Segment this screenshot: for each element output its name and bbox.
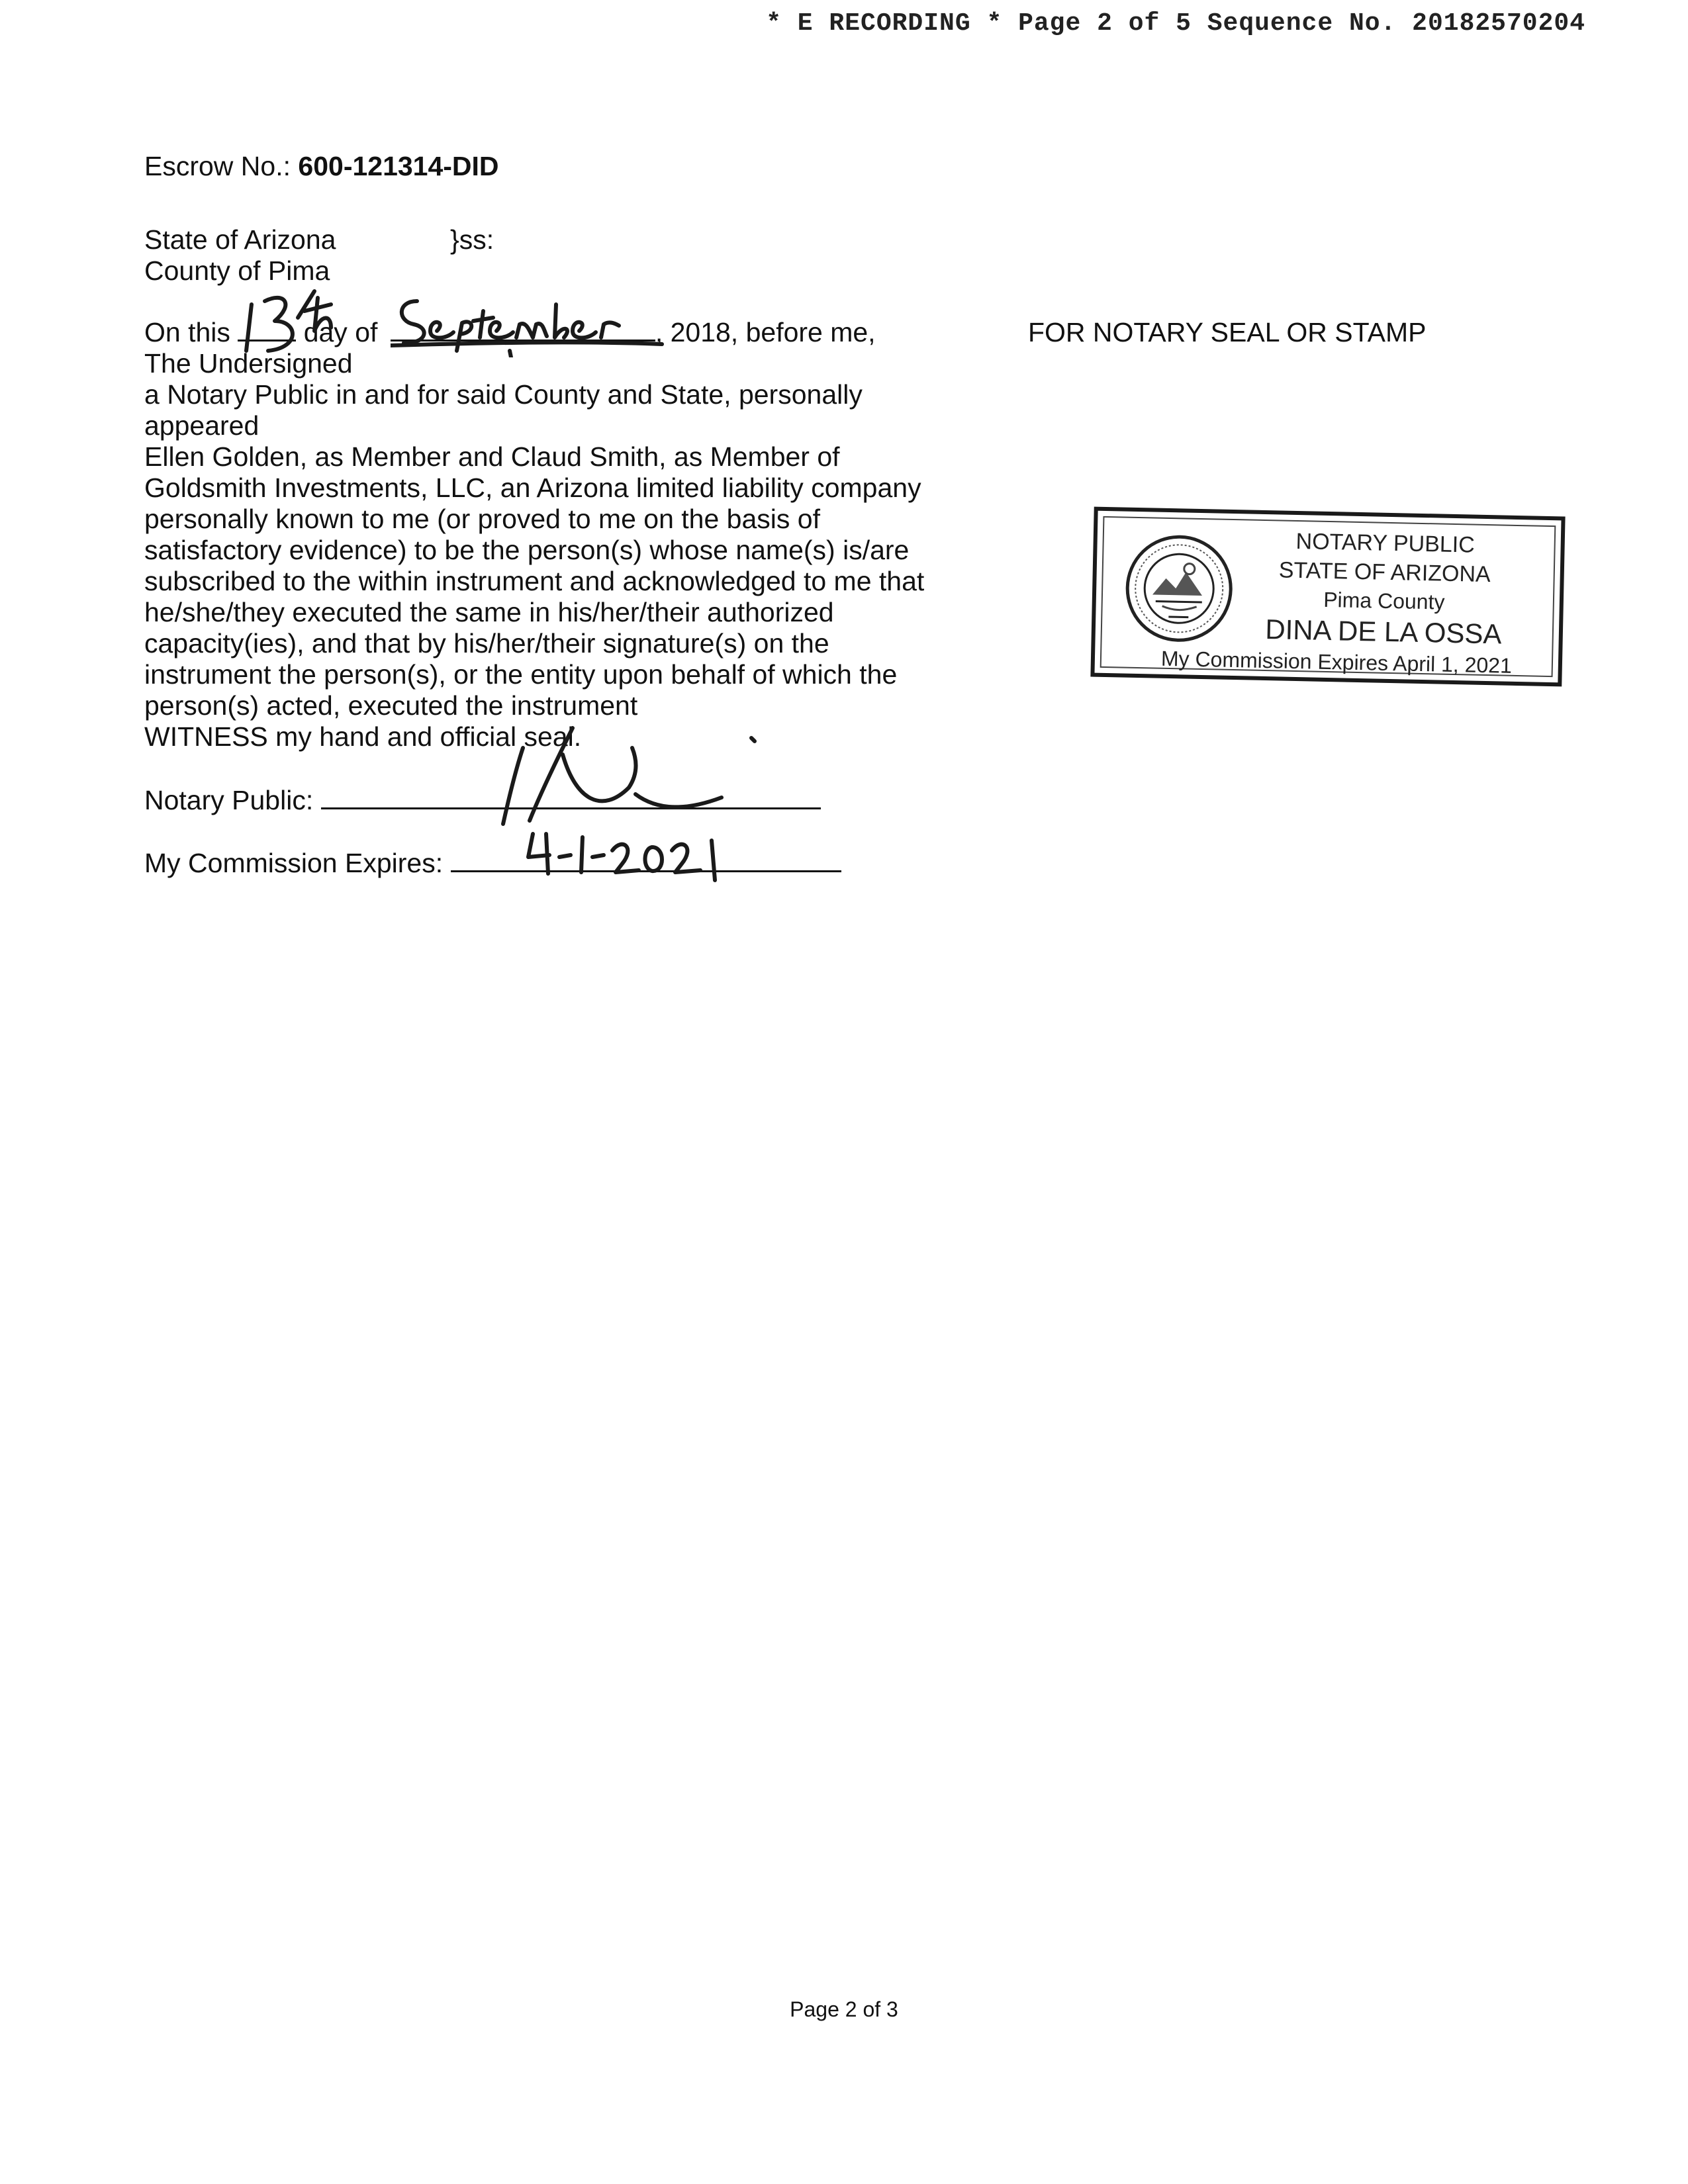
ack-line: he/she/they executed the same in his/her/their authorized bbox=[144, 597, 834, 627]
ack-line: personally known to me (or proved to me on the basis of bbox=[144, 504, 820, 534]
day-blank bbox=[238, 317, 296, 341]
ack-line: instrument the person(s), or the entity upon behalf of which the bbox=[144, 659, 898, 690]
stamp-text bbox=[1160, 525, 1555, 680]
escrow-number: 600-121314-DID bbox=[298, 151, 499, 181]
ack-line: capacity(ies), and that by his/her/their signature(s) on the bbox=[144, 628, 829, 659]
commission-field bbox=[144, 847, 841, 879]
venue-state: State of Arizona bbox=[144, 224, 336, 255]
ack-line: person(s) acted, executed the instrument bbox=[144, 690, 638, 721]
ack-line: Ellen Golden, as Member and Claud Smith, as Member of bbox=[144, 441, 840, 472]
venue-county: County of Pima bbox=[144, 255, 330, 286]
day-of-label: day of bbox=[303, 317, 378, 347]
witness-line: WITNESS my hand and official seal. bbox=[144, 721, 582, 752]
ack-line: appeared bbox=[144, 410, 259, 441]
seal-caption: FOR NOTARY SEAL OR STAMP bbox=[1028, 317, 1427, 347]
notary-public-label: Notary Public: bbox=[144, 785, 314, 815]
stamp-state: STATE OF ARIZONA bbox=[1278, 557, 1491, 588]
page-number: Page 2 of 3 bbox=[790, 1997, 898, 2021]
ack-line: a Notary Public in and for said County and State, personally bbox=[144, 379, 863, 410]
ack-line: Goldsmith Investments, LLC, an Arizona limited liability company bbox=[144, 473, 921, 503]
stamp-title: NOTARY PUBLIC bbox=[1295, 528, 1476, 558]
recording-header: * E RECORDING * Page 2 of 5 Sequence No. 20182570204 bbox=[766, 9, 1585, 38]
escrow-label: Escrow No.: bbox=[144, 151, 291, 181]
stamp-commission: My Commission Expires April 1, 2021 bbox=[1160, 646, 1513, 678]
expiry-blank bbox=[451, 848, 841, 872]
month-blank bbox=[391, 317, 655, 341]
venue-ss: }ss: bbox=[450, 224, 494, 255]
commission-label: My Commission Expires: bbox=[144, 848, 444, 878]
escrow-line bbox=[144, 150, 499, 182]
notary-public-field bbox=[144, 784, 821, 816]
stamp-notary-name: DINA DE LA OSSA bbox=[1264, 614, 1502, 650]
notary-stamp bbox=[1090, 507, 1565, 687]
year-text: , 2018, before me, bbox=[655, 317, 876, 347]
ack-line: satisfactory evidence) to be the person(s) whose name(s) is/are bbox=[144, 535, 910, 565]
stamp-county: Pima County bbox=[1323, 587, 1445, 614]
ack-line: subscribed to the within instrument and acknowledged to me that bbox=[144, 566, 925, 596]
signature-blank bbox=[321, 785, 821, 809]
on-this-line bbox=[144, 316, 876, 348]
on-this-label: On this bbox=[144, 317, 230, 347]
officer-name: The Undersigned bbox=[144, 348, 353, 379]
